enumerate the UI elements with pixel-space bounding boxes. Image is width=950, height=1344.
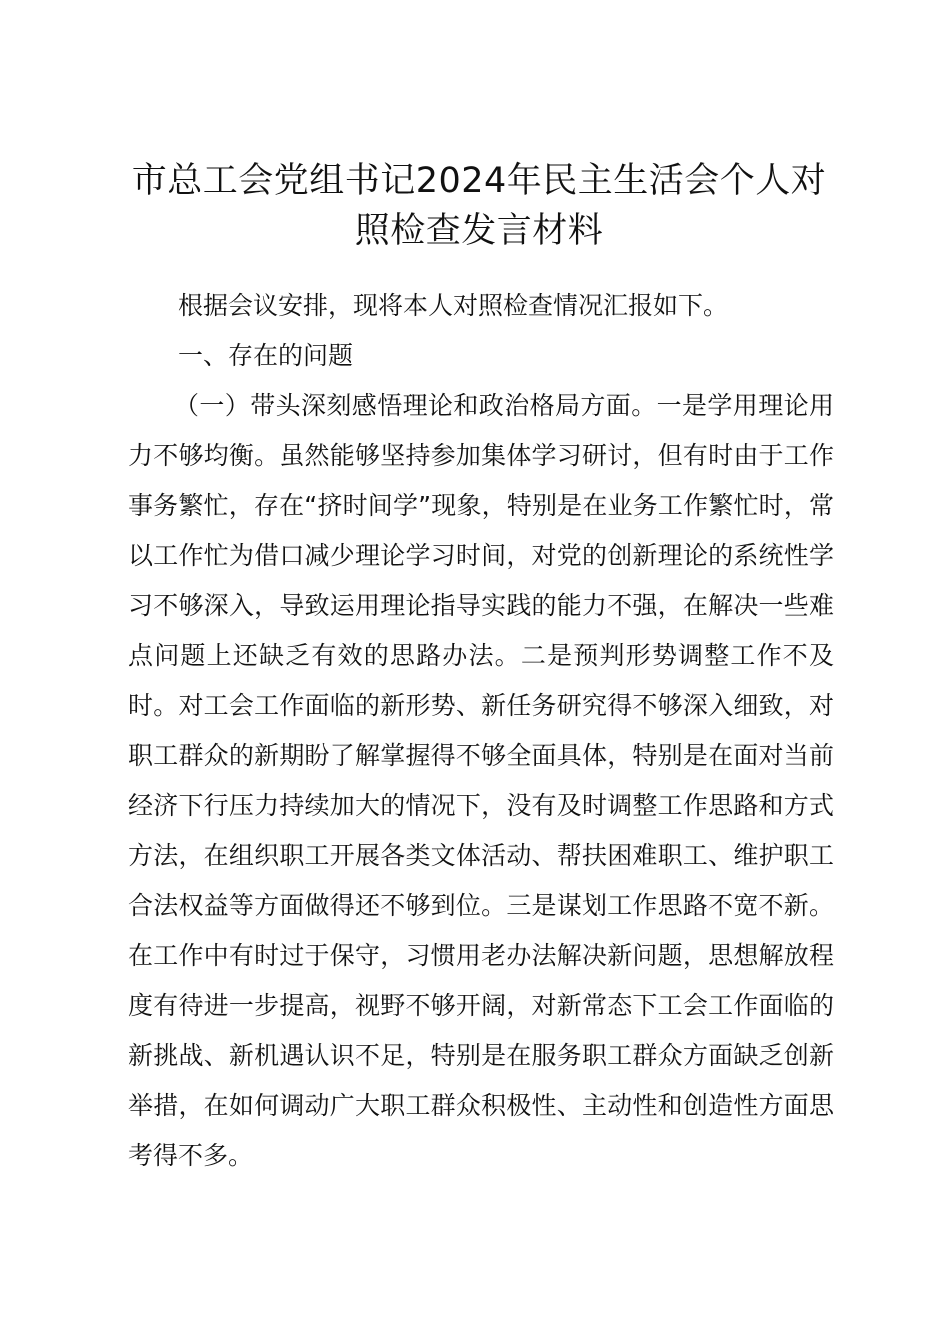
document-title: 市总工会党组书记2024年民主生活会个人对照检查发言材料 (131, 161, 827, 251)
body-paragraph: （一）带头深刻感悟理论和政治格局方面。一是学用理论用力不够均衡。虽然能够坚持参加集体学习研讨，但有时由于工作事务繁忙，存在“挤时间学”现象，特别是在业务工作繁忙时，常以工作忙为借口减少理论学习时间，对党的创新理论的系统性学习不够深入，导致运用理论指导实践的能力不强，在解决一些难点问题上还缺乏有效的思路办法。二是预判形势调整工作不及时。对工会工作面临的新形势、新任务研究得不够深入细致，对职工群众的新期盼了解掌握得不够全面具体，特别是在面对当前经济下行压力持续加大的情况下，没有及时调整工作思路和方式方法，在组织职工开展各类文体活动、帮扶困难职工、维护职工合法权益等方面做得还不够到位。三是谋划工作思路不宽不新。在工作中有时过于保守，习惯用老办法解决新问题，思想解放程度有待进一步提高，视野不够开阔，对新常态下工会工作面临的新挑战、新机遇认识不足，特别是在服务职工群众方面缺乏创新举措，在如何调动广大职工群众积极性、主动性和创造性方面思考得不多。 (128, 391, 834, 1170)
intro-paragraph: 根据会议安排，现将本人对照检查情况汇报如下。 (178, 291, 729, 320)
section-heading: 一、存在的问题 (178, 341, 354, 370)
